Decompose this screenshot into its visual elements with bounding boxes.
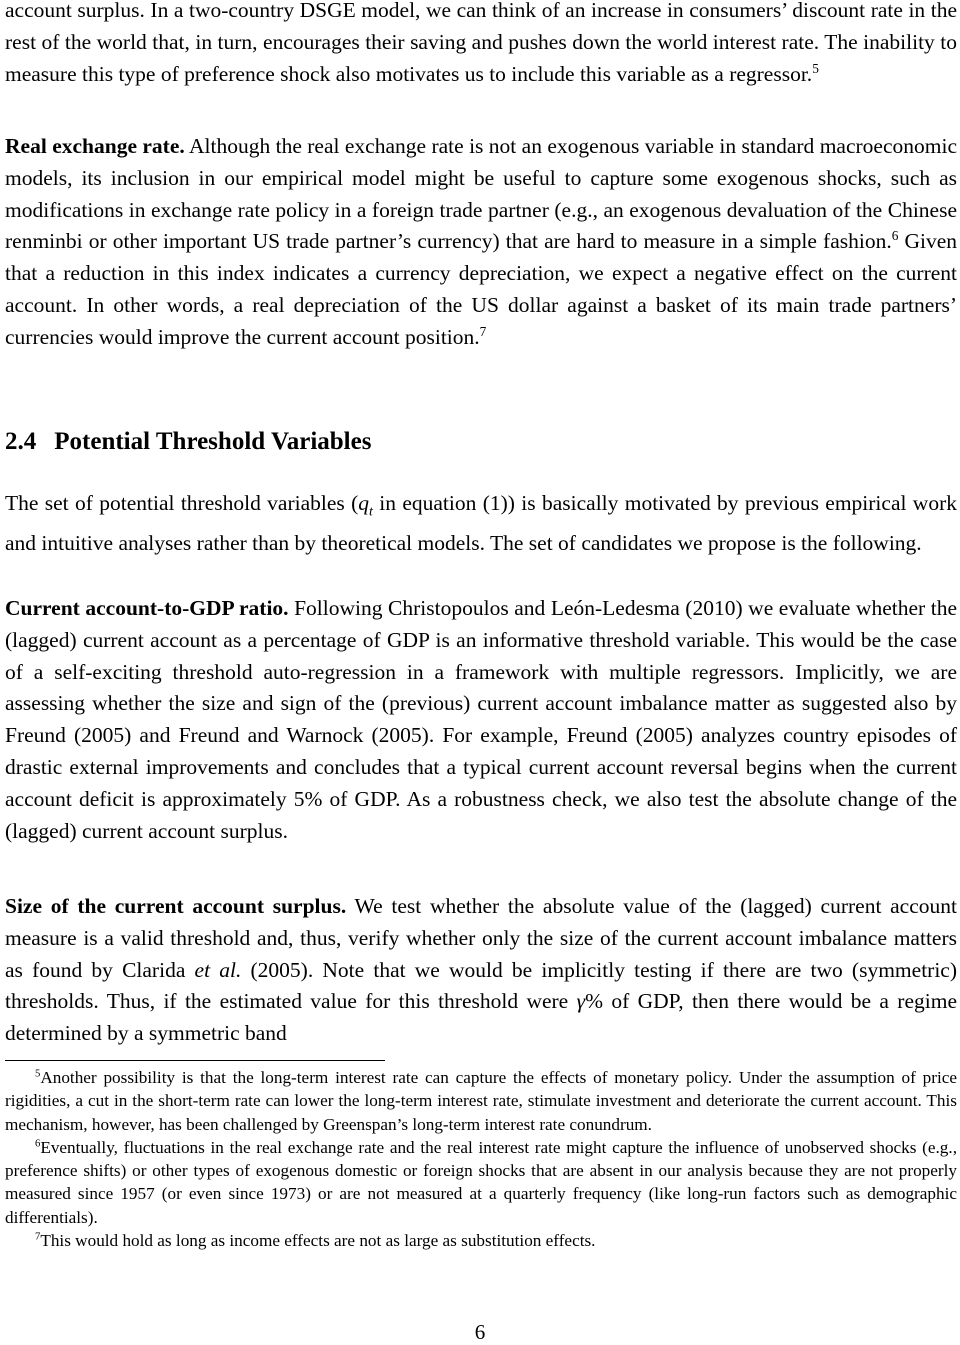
page-number: 6 (474, 1320, 486, 1344)
paragraph-text: Given that a reduction in this index indicates a currency depreciation, we expect a negative effect on the current account. In other words, a real depreciation of the US dollar against a basket of its main trade partners’ currencies would improve the current account position. (5, 229, 957, 349)
footnote-6 (5, 1136, 957, 1229)
footnote-ref: 5 (812, 60, 819, 76)
footnote-text: This would hold as long as income effects are not as large as substitution effects. (40, 1231, 596, 1251)
footnote-text: Eventually, fluctuations in the real exchange rate and the real interest rate might capture the influence of unobserved shocks (e.g., preference shifts) or other types of exogenous domestic or foreign shocks that are absent in our analysis because they are not properly measured since 1957 (or even since 1973) or are not measured at a quarterly frequency (like long-run factors such as demographic differentials). (5, 1137, 957, 1227)
paragraph-text: Following Christopoulos and León-Ledesma (2010) we evaluate whether the (lagged) current account as a percentage of GDP is an informative threshold variable. This would be the case of a self-exciting threshold auto-regression in a framework with multiple regressors. Implicitly, we are assessing whether the size and sign of the (previous) current account imbalance matter as suggested also by Freund (2005) and Freund and Warnock (2005). For example, Freund (2005) analyzes country episodes of drastic external improvements and concludes that a typical current account reversal begins when the current account deficit is approximately 5% of GDP. As a robustness check, we also test the absolute change of the (lagged) current account surplus. (5, 596, 957, 843)
footnote-7 (5, 1229, 957, 1252)
paragraph-heading: Real exchange rate. (5, 134, 185, 158)
paragraph-preference-shock (5, 0, 957, 90)
footnote-ref: 7 (479, 323, 487, 339)
footnote-ref: 6 (891, 228, 899, 244)
footnote-rule (5, 1060, 385, 1061)
paragraph-size-surplus (5, 891, 957, 1050)
section-number: 2.4 (5, 428, 37, 455)
paragraph-heading: Size of the current account surplus. (5, 894, 347, 918)
section-title: Potential Threshold Variables (54, 428, 372, 455)
paragraph-text: account surplus. In a two-country DSGE model, we can think of an increase in consumers’ discount rate in the rest of the world that, in turn, encourages their saving and pushes down the world interest rate. The inability to measure this type of preference shock also motivates us to include this variable as a regressor. (5, 0, 957, 86)
paragraph-text: The set of potential threshold variables ( (5, 491, 359, 515)
paragraph-real-exchange-rate (5, 131, 957, 354)
paragraph-current-account-gdp (5, 593, 957, 847)
footnotes (5, 1066, 957, 1252)
paragraph-text: % of GDP, then there would be a regime determined by a symmetric band (5, 989, 957, 1046)
footnote-5 (5, 1066, 957, 1136)
paragraph-heading: Current account-to-GDP ratio. (5, 596, 289, 620)
math-variable: q (358, 491, 370, 515)
math-subscript: t (369, 504, 373, 520)
paragraph-text: in equation (1)) is basically motivated by previous empirical work and intuitive analyses rather than by theoretical models. The set of candidates we propose is the following. (5, 491, 957, 556)
paragraph-threshold-intro (5, 488, 957, 560)
footnote-mark: 7 (35, 1231, 41, 1243)
footnote-mark: 5 (35, 1068, 41, 1080)
footnote-mark: 6 (35, 1138, 41, 1150)
citation-etal: et al. (194, 957, 242, 982)
paragraph-text: We test whether the absolute value of the (lagged) current account measure is a valid threshold and, thus, verify whether only the size of the current account imbalance matters as found by Clarida (5, 894, 957, 982)
footnote-text: Another possibility is that the long-term interest rate can capture the effects of monetary policy. Under the assumption of price rigidities, a cut in the short-term rate can lower the long-term interest rate, stimulate investment and deteriorate the current account. This mechanism, however, has been challenged by Greenspan’s long-term interest rate conundrum. (5, 1068, 957, 1134)
paragraph-text: Although the real exchange rate is not an exogenous variable in standard macroeconomic models, its inclusion in our empirical model might be useful to capture some exogenous shocks, such as modifications in exchange rate policy in a foreign trade partner (e.g., an exogenous devaluation of the Chinese renminbi or other important US trade partner’s currency) that are hard to measure in a simple fashion. (5, 134, 957, 254)
paragraph-text: (2005). Note that we would be implicitly testing if there are two (symmetric) thresholds. Thus, if the estimated value for this threshold were (5, 957, 958, 1014)
math-gamma: γ (576, 989, 586, 1014)
section-heading (5, 428, 957, 456)
